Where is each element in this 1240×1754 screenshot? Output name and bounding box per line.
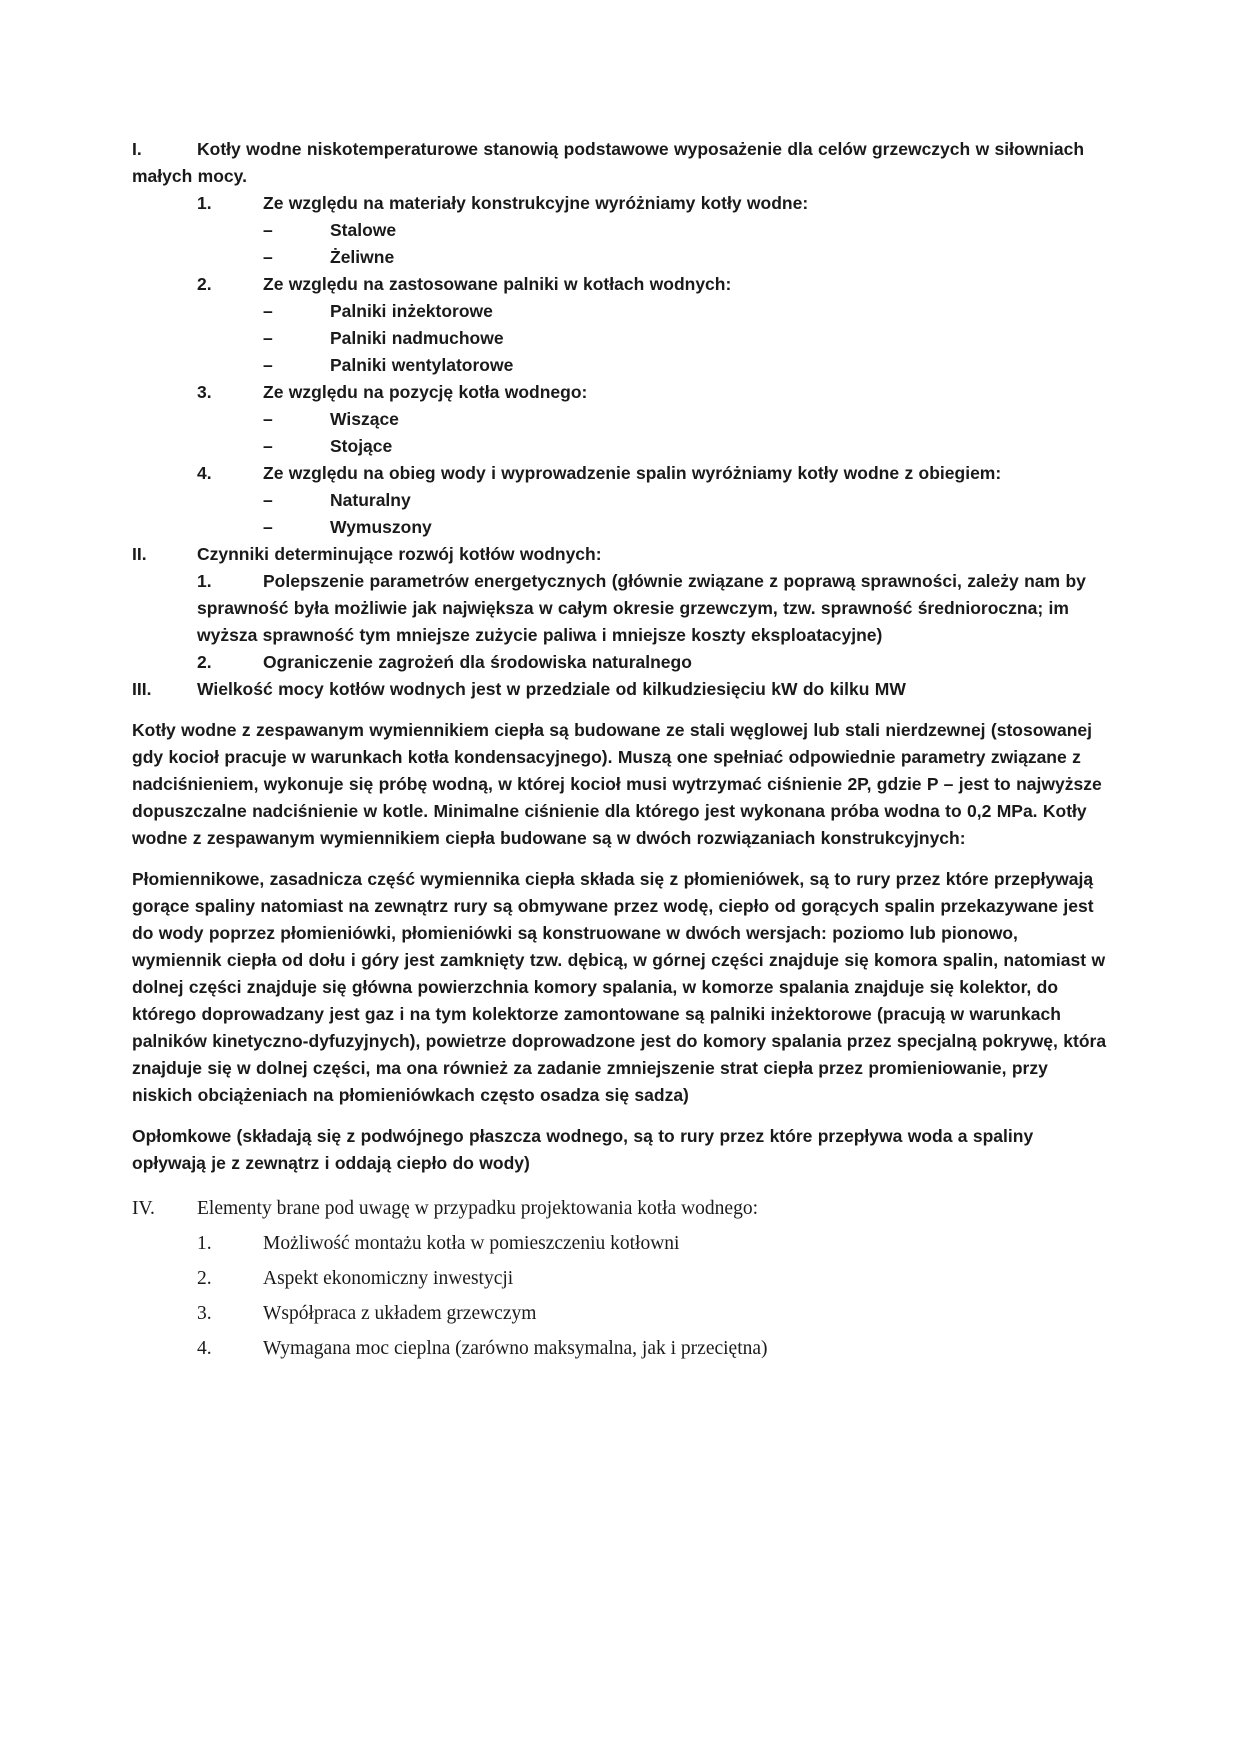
list-marker: – [263, 220, 273, 240]
list-marker: – [263, 301, 273, 321]
list-item-IV-3 [197, 1296, 1110, 1331]
block-text: Płomiennikowe, zasadnicza część wymiennika ciepła składa się z płomieniówek, są to rury przez które przepływają gorące spaliny natomiast na zewnątrz rury są obmywane przez wodę, ciepło od gorących spalin przekazywane jest do wody poprzez płomieniówki, płomieniówki są konstruowane w dwóch wersjach: poziomo lub pionowo, wymiennik ciepła od dołu i góry jest zamknięty tzw. dębicą, w górnej części znajduje się komora spalin, natomiast w dolnej części znajduje się główna powierzchnia komory spalania, w komorze spalania znajduje się kolektor, do którego doprowadzany jest gaz i na tym kolektorze zamontowane są palniki inżektorowe (pracują w warunkach palników kinetyczno-dyfuzyjnych), powietrze doprowadzone jest do komory spalania przez specjalną pokrywę, która znajduje się w dolnej części, ma ona również za zadanie zmniejszenie strat ciepła przez promieniowanie, przy niskich obciążeniach na płomieniówkach często osadza się sadza) [132, 869, 1107, 1105]
block-text: Możliwość montażu kotła w pomieszczeniu kotłowni [263, 1233, 680, 1254]
list-marker: – [263, 355, 273, 375]
block-text: Współpraca z układem grzewczym [263, 1303, 537, 1324]
list-marker: 4. [197, 463, 212, 483]
list-marker: – [263, 247, 273, 267]
outline-item-III [132, 676, 1110, 703]
dash-item [263, 352, 1110, 379]
paragraph-plomiennikowe [132, 866, 1110, 1109]
list-marker: 3. [197, 382, 212, 402]
paragraph-oplomkowe [132, 1123, 1110, 1177]
dash-item [263, 433, 1110, 460]
list-marker: III. [132, 679, 152, 699]
list-marker: 2. [197, 274, 212, 294]
list-marker: – [263, 490, 273, 510]
block-text: Palniki wentylatorowe [330, 355, 514, 375]
block-text: Ze względu na obieg wody i wyprowadzenie spalin wyróżniamy kotły wodne z obiegiem: [263, 463, 1002, 483]
list-item-I-2 [197, 271, 1110, 298]
block-text: Palniki nadmuchowe [330, 328, 504, 348]
list-item-IV-4 [197, 1331, 1110, 1366]
block-text: Kotły wodne z zespawanym wymiennikiem ciepła są budowane ze stali węglowej lub stali nierdzewnej (stosowanej gdy kocioł pracuje w warunkach kotła kondensacyjnego). Muszą one spełniać odpowiednie parametry związane z nadciśnieniem, wykonuje się próbę wodną, w której kocioł musi wytrzymać ciśnienie 2P, gdzie P – jest to najwyższe dopuszczalne nadciśnienie w kotle. Minimalne ciśnienie dla którego jest wykonana próba wodna to 0,2 MPa. Kotły wodne z zespawanym wymiennikiem ciepła budowane są w dwóch rozwiązaniach konstrukcyjnych: [132, 720, 1102, 848]
list-marker: 4. [197, 1338, 212, 1359]
list-item-I-4 [197, 460, 1110, 487]
list-marker: – [263, 409, 273, 429]
block-text: Ze względu na pozycję kotła wodnego: [263, 382, 588, 402]
list-item-I-1 [197, 190, 1110, 217]
list-item-II-2 [197, 649, 1110, 676]
block-text: Stalowe [330, 220, 397, 240]
list-item-I-3 [197, 379, 1110, 406]
document-body [132, 136, 1110, 1366]
block-text: Żeliwne [330, 247, 395, 267]
block-text: Aspekt ekonomiczny inwestycji [263, 1268, 514, 1289]
list-marker: 3. [197, 1303, 212, 1324]
list-marker: – [263, 436, 273, 456]
block-text: Stojące [330, 436, 393, 456]
block-text: Wymagana moc cieplna (zarówno maksymalna, jak i przeciętna) [263, 1338, 768, 1359]
block-text: Naturalny [330, 490, 411, 510]
block-text: Elementy brane pod uwagę w przypadku projektowania kotła wodnego: [197, 1198, 758, 1219]
block-text: Czynniki determinujące rozwój kotłów wodnych: [197, 544, 602, 564]
block-text: Ze względu na zastosowane palniki w kotłach wodnych: [263, 274, 732, 294]
dash-item [263, 217, 1110, 244]
block-text: Polepszenie parametrów energetycznych (głównie związane z poprawą sprawności, zależy nam by sprawność była możliwie jak największa w całym okresie grzewczym, tzw. sprawność średnioroczna; im wyższa sprawność tym mniejsze zużycie paliwa i mniejsze koszty eksploatacyjne) [197, 571, 1086, 645]
list-marker: – [263, 517, 273, 537]
dash-item [263, 325, 1110, 352]
block-text: Palniki inżektorowe [330, 301, 493, 321]
list-item-II-1 [197, 568, 1110, 649]
outline-item-II [132, 541, 1110, 568]
list-item-IV-1 [197, 1226, 1110, 1261]
dash-item [263, 514, 1110, 541]
list-marker: 1. [197, 193, 212, 213]
list-marker: – [263, 328, 273, 348]
list-item-IV-2 [197, 1261, 1110, 1296]
outline-item-IV [132, 1191, 1110, 1226]
dash-item [263, 244, 1110, 271]
list-marker: 1. [197, 571, 212, 591]
block-text: Wymuszony [330, 517, 432, 537]
paragraph-welded-exchanger [132, 717, 1110, 852]
list-marker: IV. [132, 1198, 155, 1219]
block-text: Wielkość mocy kotłów wodnych jest w przedziale od kilkudziesięciu kW do kilku MW [197, 679, 906, 699]
list-marker: I. [132, 139, 142, 159]
dash-item [263, 298, 1110, 325]
list-marker: 1. [197, 1233, 212, 1254]
list-marker: 2. [197, 1268, 212, 1289]
dash-item [263, 487, 1110, 514]
list-marker: 2. [197, 652, 212, 672]
block-text: Kotły wodne niskotemperaturowe stanowią podstawowe wyposażenie dla celów grzewczych w siłowniach małych mocy. [132, 139, 1085, 186]
block-text: Wiszące [330, 409, 399, 429]
outline-item-I [132, 136, 1110, 190]
list-marker: II. [132, 544, 147, 564]
block-text: Ograniczenie zagrożeń dla środowiska naturalnego [263, 652, 692, 672]
block-text: Ze względu na materiały konstrukcyjne wyróżniamy kotły wodne: [263, 193, 809, 213]
block-text: Opłomkowe (składają się z podwójnego płaszcza wodnego, są to rury przez które przepływa woda a spaliny opływają je z zewnątrz i oddają ciepło do wody) [132, 1126, 1034, 1173]
dash-item [263, 406, 1110, 433]
